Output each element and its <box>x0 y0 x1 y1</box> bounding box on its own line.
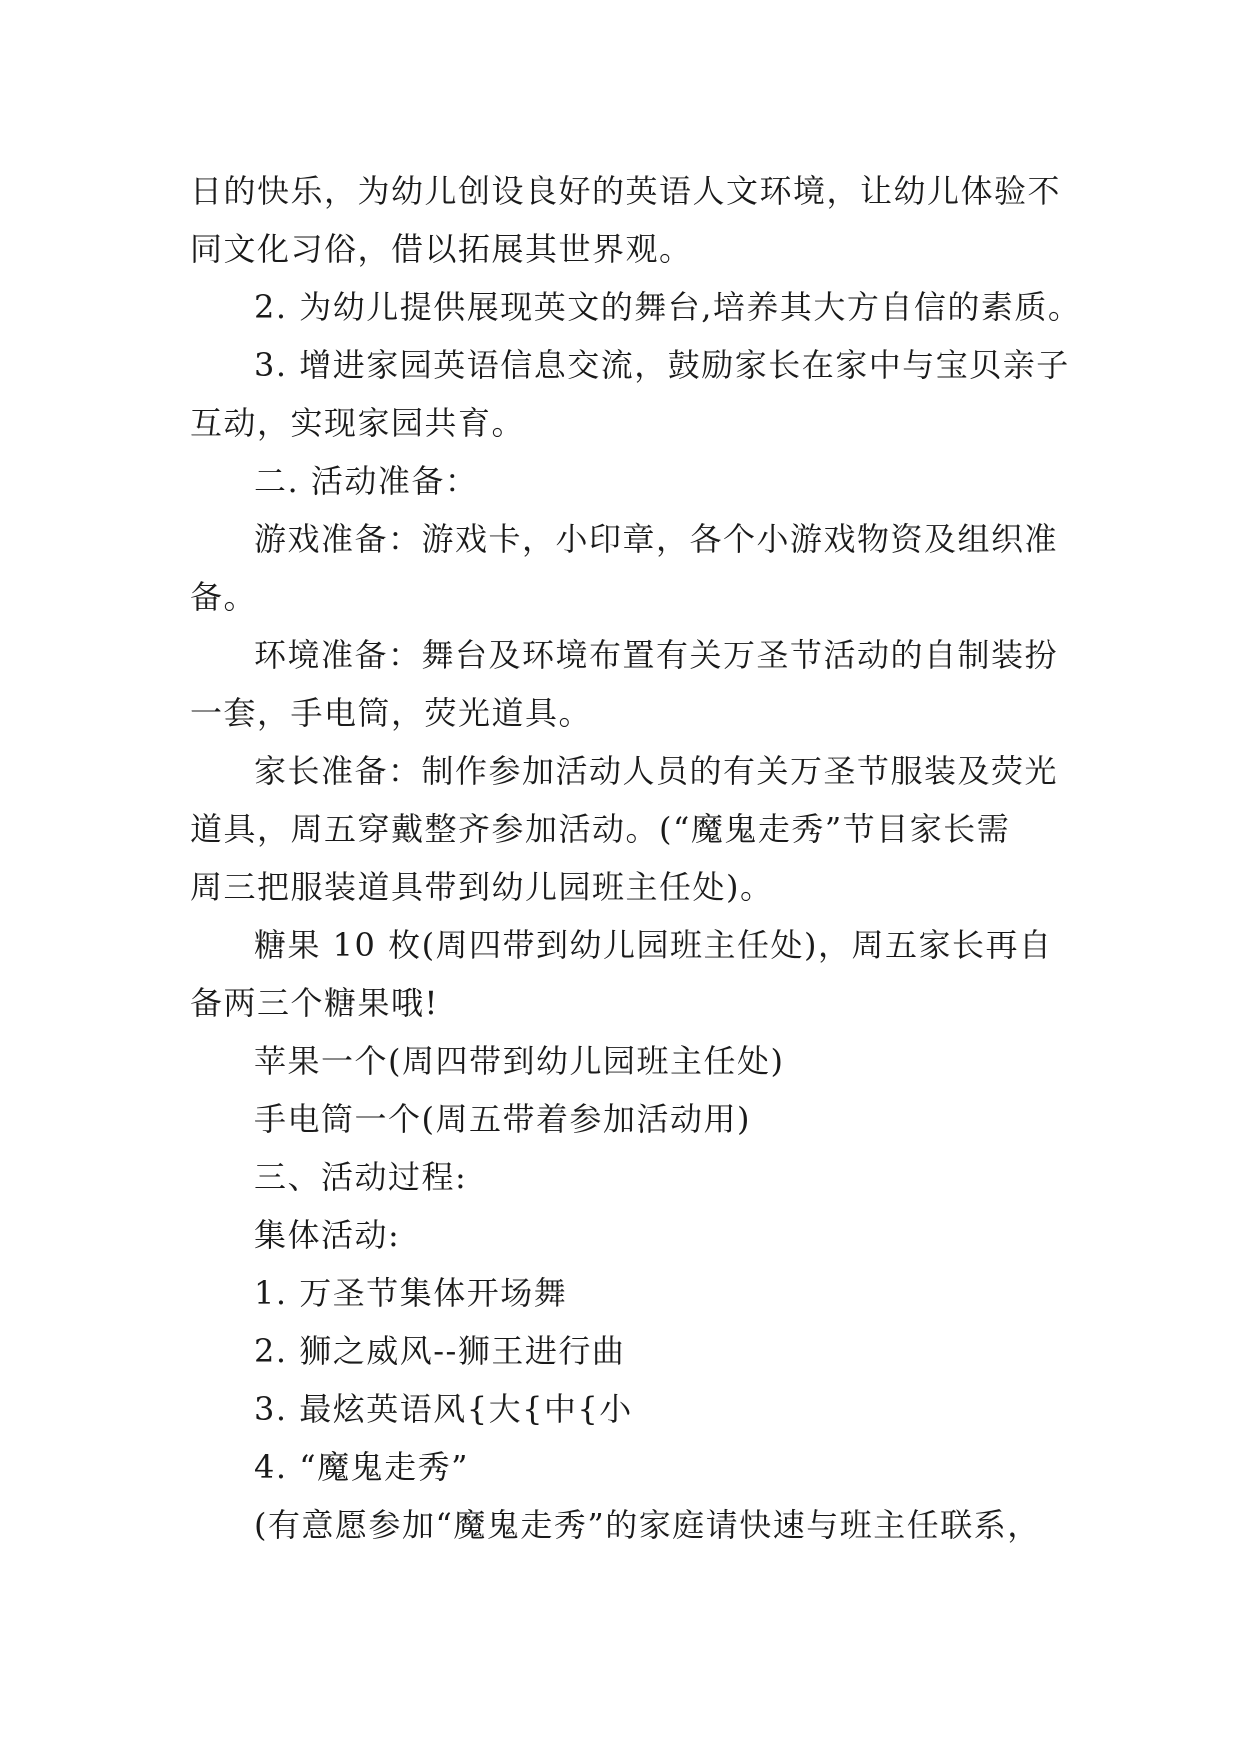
document-body <box>190 162 1090 1554</box>
text-line: 2. 为幼儿提供展现英文的舞台,培养其大方自信的素质。 <box>254 288 1082 326</box>
text-line: 苹果一个(周四带到幼儿园班主任处) <box>254 1042 785 1080</box>
text-line: 家长准备：制作参加活动人员的有关万圣节服装及荧光 <box>254 752 1059 790</box>
text-line: 环境准备：舞台及环境布置有关万圣节活动的自制装扮 <box>254 636 1059 674</box>
text-line: 日的快乐，为幼儿创设良好的英语人文环境，让幼儿体验不 <box>190 172 1062 210</box>
text-line: 3. 增进家园英语信息交流，鼓励家长在家中与宝贝亲子 <box>254 346 1070 384</box>
text-line: 互动，实现家园共育。 <box>190 404 526 442</box>
text-line: 一套，手电筒，荧光道具。 <box>190 694 593 732</box>
text-line: 备。 <box>190 578 258 616</box>
section-heading: 二. 活动准备： <box>254 462 479 500</box>
list-item: 4. “魔鬼走秀” <box>254 1448 469 1486</box>
list-item: 3. 最炫英语风{大{中{小 <box>254 1390 633 1428</box>
list-item: 1. 万圣节集体开场舞 <box>254 1274 568 1312</box>
text-line: 周三把服装道具带到幼儿园班主任处)。 <box>190 868 774 906</box>
text-line: 道具，周五穿戴整齐参加活动。(“魔鬼走秀”节目家长需 <box>190 810 1011 848</box>
text-line: 集体活动: <box>254 1216 401 1254</box>
text-line: 备两三个糖果哦! <box>190 984 439 1022</box>
text-line: 同文化习俗，借以拓展其世界观。 <box>190 230 693 268</box>
text-line: 游戏准备：游戏卡，小印章，各个小游戏物资及组织准 <box>254 520 1059 558</box>
section-heading: 三、活动过程: <box>254 1158 468 1196</box>
list-item: 2. 狮之威风--狮王进行曲 <box>254 1332 626 1370</box>
text-line: (有意愿参加“魔鬼走秀”的家庭请快速与班主任联系， <box>254 1506 1041 1544</box>
text-line: 手电筒一个(周五带着参加活动用) <box>254 1100 751 1138</box>
text-line: 糖果 10 枚(周四带到幼儿园班主任处)，周五家长再自 <box>254 926 1053 964</box>
